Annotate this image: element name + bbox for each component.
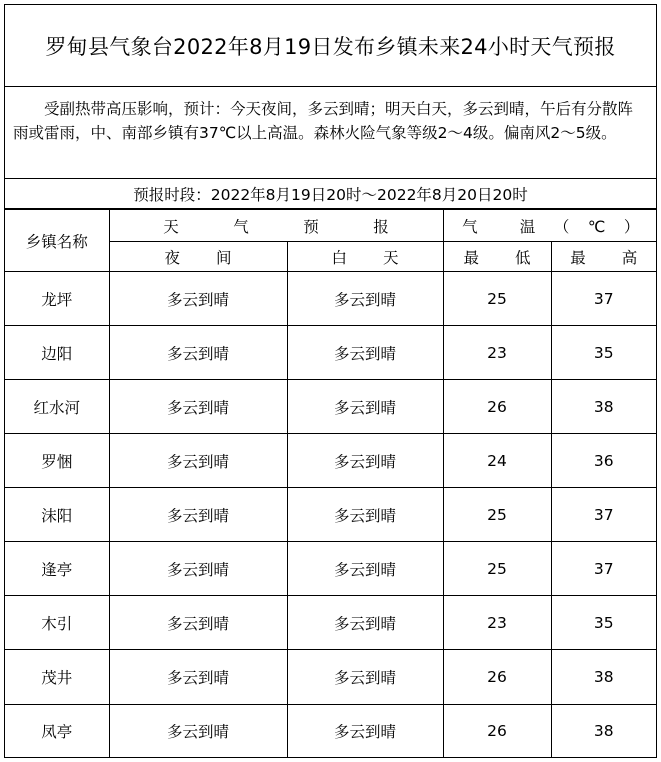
max-temp: 38 [551,380,656,434]
day-weather: 多云到晴 [287,488,443,542]
night-weather: 多云到晴 [109,488,287,542]
header-min: 最 低 [443,242,551,272]
town-name: 边阳 [5,326,109,380]
day-weather: 多云到晴 [287,326,443,380]
forecast-period: 预报时段：2022年8月19日20时～2022年8月20日20时 [5,179,656,209]
day-weather: 多云到晴 [287,596,443,650]
night-weather: 多云到晴 [109,596,287,650]
header-night: 夜 间 [109,242,287,272]
document-title: 罗甸县气象台2022年8月19日发布乡镇未来24小时天气预报 [5,5,656,87]
table-row [5,596,656,650]
min-temp: 25 [443,272,551,326]
min-temp: 25 [443,542,551,596]
town-name: 红水河 [5,380,109,434]
header-max: 最 高 [551,242,656,272]
day-weather: 多云到晴 [287,650,443,704]
day-weather: 多云到晴 [287,434,443,488]
max-temp: 37 [551,272,656,326]
town-name: 木引 [5,596,109,650]
header-weather-forecast: 天 气 预 报 [109,210,443,242]
table-row [5,704,656,757]
header-day: 白 天 [287,242,443,272]
night-weather: 多云到晴 [109,434,287,488]
day-weather: 多云到晴 [287,542,443,596]
min-temp: 24 [443,434,551,488]
forecast-description: 受副热带高压影响，预计：今天夜间，多云到晴；明天白天，多云到晴，午后有分散阵雨或雷雨，中、南部乡镇有37℃以上高温。森林火险气象等级2～4级。偏南风2～5级。 [5,87,656,179]
day-weather: 多云到晴 [287,704,443,757]
town-name: 罗悃 [5,434,109,488]
town-name: 逢亭 [5,542,109,596]
town-name: 凤亭 [5,704,109,757]
max-temp: 35 [551,596,656,650]
max-temp: 35 [551,326,656,380]
min-temp: 26 [443,650,551,704]
table-row [5,650,656,704]
forecast-table [5,209,659,757]
night-weather: 多云到晴 [109,272,287,326]
town-name: 沫阳 [5,488,109,542]
night-weather: 多云到晴 [109,650,287,704]
table-row [5,488,656,542]
table-row [5,326,656,380]
max-temp: 36 [551,434,656,488]
table-row [5,542,656,596]
header-town: 乡镇名称 [5,210,109,272]
max-temp: 38 [551,704,656,757]
max-temp: 38 [551,650,656,704]
min-temp: 26 [443,380,551,434]
night-weather: 多云到晴 [109,704,287,757]
forecast-document [4,4,657,758]
min-temp: 26 [443,704,551,757]
max-temp: 37 [551,542,656,596]
header-temperature: 气 温（℃） [443,210,656,242]
table-row [5,434,656,488]
night-weather: 多云到晴 [109,542,287,596]
table-row [5,380,656,434]
min-temp: 25 [443,488,551,542]
max-temp: 37 [551,488,656,542]
night-weather: 多云到晴 [109,326,287,380]
min-temp: 23 [443,326,551,380]
night-weather: 多云到晴 [109,380,287,434]
town-name: 龙坪 [5,272,109,326]
town-name: 茂井 [5,650,109,704]
day-weather: 多云到晴 [287,380,443,434]
day-weather: 多云到晴 [287,272,443,326]
table-row [5,272,656,326]
min-temp: 23 [443,596,551,650]
